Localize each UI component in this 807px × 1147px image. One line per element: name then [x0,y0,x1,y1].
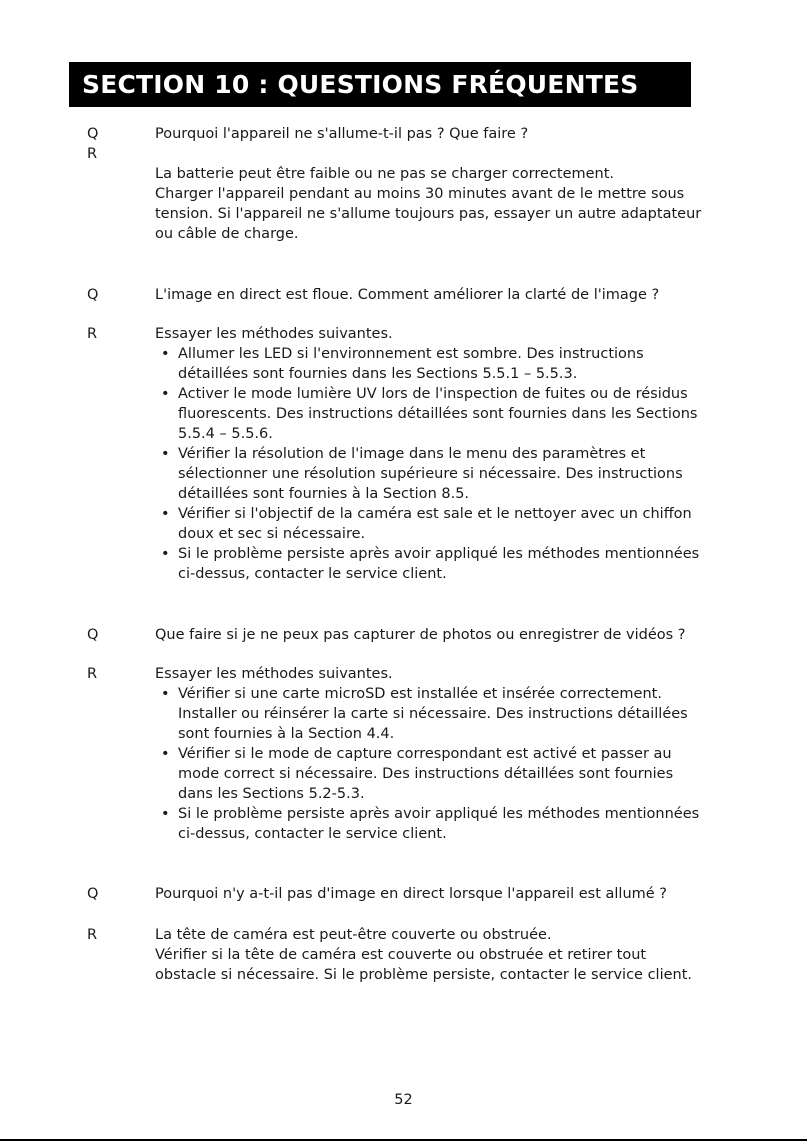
list-item [155,804,700,844]
list-item-line: sont fournies à la Section 4.4. [178,726,395,742]
list-item-line: détaillées sont fournies à la Section 8.5. [178,486,470,502]
list-item [155,744,695,804]
bullet-icon: • [161,546,170,562]
list-item-line: ci-dessus, contacter le service client. [178,566,447,582]
list-item [155,684,695,744]
list-item [155,444,695,504]
list-item-line: Vérifier si l'objectif de la caméra est sale et le nettoyer avec un chiffon [178,506,692,522]
bullet-list [155,684,700,844]
bullet-icon: • [161,806,170,822]
list-item-line: Si le problème persiste après avoir appliqué les méthodes mentionnées [178,806,700,822]
list-item-line: Vérifier si une carte microSD est installée et insérée correctement. [178,686,662,702]
answer-line: La batterie peut être faible ou ne pas se charger correctement. [155,166,615,182]
r-marker: R [87,666,98,682]
answer-line: Vérifier si la tête de caméra est couverte ou obstruée et retirer tout [155,947,647,963]
list-item-line: ci-dessus, contacter le service client. [178,826,447,842]
question-2: L'image en direct est floue. Comment améliorer la clarté de l'image ? [155,287,660,303]
answer-line: tension. Si l'appareil ne s'allume toujours pas, essayer un autre adaptateur [155,206,702,222]
answer-line: ou câble de charge. [155,226,299,242]
bullet-icon: • [161,346,170,362]
answer-4 [155,925,695,985]
list-item-line: 5.5.4 – 5.5.6. [178,426,273,442]
answer-3 [155,664,700,844]
list-item [155,504,695,544]
list-item [155,344,695,384]
q-marker: Q [87,287,99,303]
r-marker: R [87,927,98,943]
bullet-list [155,344,700,584]
list-item-line: Vérifier si le mode de capture correspondant est activé et passer au [178,746,672,762]
bullet-icon: • [161,746,170,762]
q-marker: Q [87,627,99,643]
answer-line: Charger l'appareil pendant au moins 30 minutes avant de le mettre sous [155,186,685,202]
list-item-line: doux et sec si nécessaire. [178,526,366,542]
q-marker: Q [87,126,99,142]
list-item-line: Si le problème persiste après avoir appliqué les méthodes mentionnées [178,546,700,562]
answer-2 [155,324,700,584]
list-item-line: mode correct si nécessaire. Des instructions détaillées sont fournies [178,766,674,782]
answer-line: obstacle si nécessaire. Si le problème persiste, contacter le service client. [155,967,693,983]
answer-1 [155,164,702,244]
r-marker: R [87,146,98,162]
list-item [155,384,698,444]
list-item-line: Activer le mode lumière UV lors de l'inspection de fuites ou de résidus [178,386,688,402]
list-item-line: Vérifier la résolution de l'image dans le menu des paramètres et [178,446,646,462]
list-item-line: dans les Sections 5.2-5.3. [178,786,365,802]
answer-intro: Essayer les méthodes suivantes. [155,326,393,342]
list-item-line: fluorescents. Des instructions détaillées sont fournies dans les Sections [178,406,698,422]
list-item-line: détaillées sont fournies dans les Sections 5.5.1 – 5.5.3. [178,366,578,382]
bottom-rule [0,1139,807,1141]
section-title: SECTION 10 : QUESTIONS FRÉQUENTES [69,62,691,107]
bullet-icon: • [161,686,170,702]
list-item-line: Installer ou réinsérer la carte si nécessaire. Des instructions détaillées [178,706,688,722]
r-marker: R [87,326,98,342]
bullet-icon: • [161,386,170,402]
answer-intro: Essayer les méthodes suivantes. [155,666,393,682]
page-number: 52 [394,1092,413,1108]
question-4: Pourquoi n'y a-t-il pas d'image en direct lorsque l'appareil est allumé ? [155,886,667,902]
list-item-line: Allumer les LED si l'environnement est sombre. Des instructions [178,346,644,362]
answer-line: La tête de caméra est peut-être couverte ou obstruée. [155,927,552,943]
bullet-icon: • [161,506,170,522]
question-3: Que faire si je ne peux pas capturer de photos ou enregistrer de vidéos ? [155,627,686,643]
q-marker: Q [87,886,99,902]
question-1: Pourquoi l'appareil ne s'allume-t-il pas ? Que faire ? [155,126,529,142]
bullet-icon: • [161,446,170,462]
list-item [155,544,700,584]
list-item-line: sélectionner une résolution supérieure si nécessaire. Des instructions [178,466,683,482]
